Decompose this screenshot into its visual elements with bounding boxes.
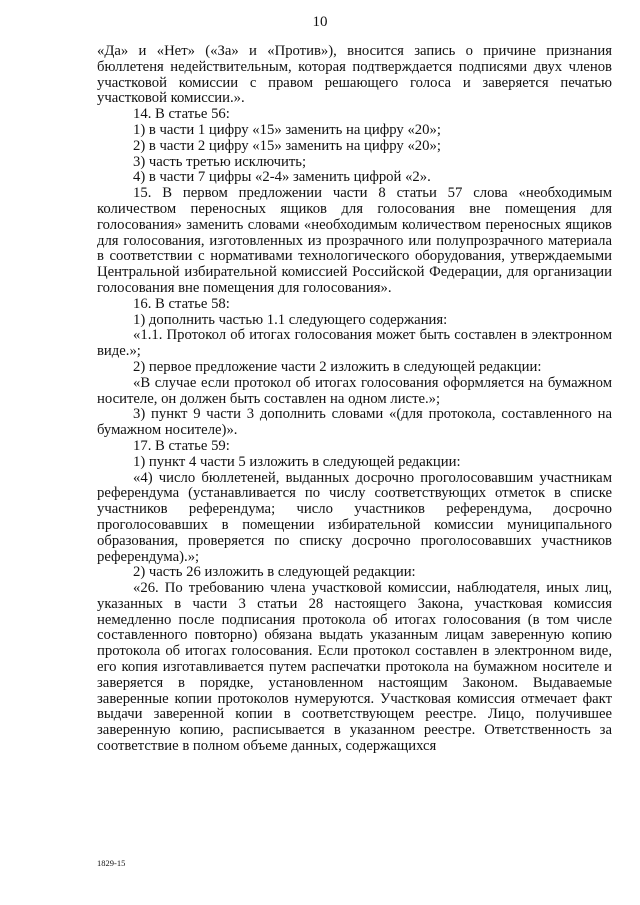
paragraph-8: 16. В статье 58:: [133, 295, 230, 312]
paragraph-5: 3) часть третью исключить;: [133, 153, 307, 170]
page-number: 10: [312, 14, 328, 30]
paragraph-4: 2) в части 2 цифру «15» заменить на цифру «20»;: [133, 137, 441, 154]
paragraph-6: 4) в части 7 цифры «2-4» заменить цифрой «2».: [133, 169, 431, 186]
paragraph-17: 2) часть 26 изложить в следующей редакции:: [133, 564, 416, 581]
document-body: [97, 44, 612, 755]
paragraph-11: 2) первое предложение части 2 изложить в следующей редакции:: [133, 358, 542, 375]
document-code: 1829-15: [97, 858, 126, 868]
paragraph-9: 1) дополнить частью 1.1 следующего содержания:: [133, 311, 448, 328]
paragraph-10: «1.1. Протокол об итогах голосования может быть составлен в электронном виде.»;: [97, 327, 612, 360]
paragraph-12: «В случае если протокол об итогах голосования оформляется на бумажном носителе, он должен быть составлен на одном листе.»;: [97, 374, 612, 407]
paragraph-16: «4) число бюллетеней, выданных досрочно проголосовавшим участникам референдума (устанавливается по числу соответствующих отметок в списке участников референдума; число участников референдума, досрочно проголосовавших в помещении избирательной комиссии муниципального образования, проверяется по списку досрочно проголосовавших участников референдума).»;: [97, 469, 612, 565]
paragraph-7: 15. В первом предложении части 8 статьи 57 слова «необходимым количеством переносных ящиков для голосования вне помещения для голосования» заменить словами «необходимым количеством переносных ящиков для голосования, изготовленных из прозрачного или полупрозрачного материала в соответствии с нормативами технологического оборудования, утверждаемыми Центральной избирательной комиссией Российской Федерации, для организации голосования вне помещения для голосования».: [97, 185, 612, 296]
paragraph-2: 14. В статье 56:: [133, 106, 230, 123]
paragraph-18: «26. По требованию члена участковой комиссии, наблюдателя, иных лиц, указанных в части 3 статьи 28 настоящего Закона, участковая комиссия немедленно после подписания протокола об итогах голосования (в том числе составленного повторно) обязана выдать указанным лицам заверенную копию протокола об итогах голосования. Если протокол составлен в электронном виде, его копия изготавливается путем распечатки протокола на бумажном носителе и заверяется в порядке, установленном настоящим Законом. Выдаваемые заверенные копии протоколов нумеруются. Участковая комиссия отмечает факт выдачи заверенной копии в соответствующем реестре. Лицо, получившее заверенную копию, расписывается в указанном реестре. Ответственность за соответствие в полном объеме данных, содержащихся: [97, 580, 612, 755]
paragraph-3: 1) в части 1 цифру «15» заменить на цифру «20»;: [133, 121, 441, 138]
paragraph-14: 17. В статье 59:: [133, 437, 230, 454]
paragraph-1: «Да» и «Нет» («За» и «Против»), вносится запись о причине признания бюллетеня недействительным, которая подтверждается подписями двух членов участковой комиссии с правом решающего голоса и заверяется печатью участковой комиссии.».: [97, 43, 612, 107]
paragraph-13: 3) пункт 9 части 3 дополнить словами «(для протокола, составленного на бумажном носителе)».: [97, 406, 612, 439]
paragraph-15: 1) пункт 4 части 5 изложить в следующей редакции:: [133, 453, 461, 470]
